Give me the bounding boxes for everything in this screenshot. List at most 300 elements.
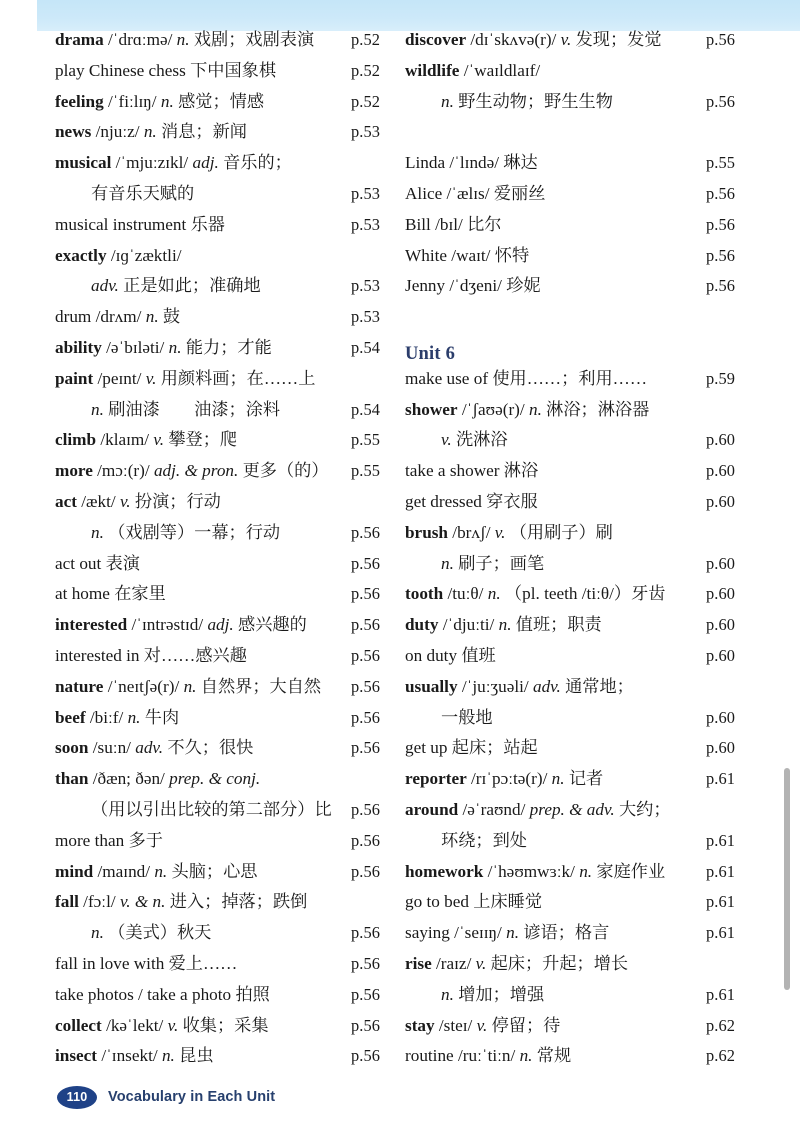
entry-text [55, 154, 292, 171]
vocabulary-entry [405, 924, 750, 955]
entry-text [55, 185, 194, 202]
vocabulary-entry [405, 216, 750, 247]
entry-page-reference: p.61 [706, 769, 736, 789]
entry-text [405, 524, 613, 541]
vocabulary-entry [55, 93, 395, 124]
entry-phonetic: /əˈbɪləti/ [101, 337, 165, 357]
entry-headword: rise [405, 953, 432, 973]
vocabulary-entry [55, 370, 395, 401]
page-number-badge: 110 [57, 1086, 97, 1109]
vocabulary-entry [405, 31, 750, 62]
vocabulary-entry [55, 1047, 395, 1078]
entry-phonetic: /ˈdrɑːmə/ [103, 30, 173, 49]
entry-phonetic: /bɪl/ [430, 214, 463, 234]
entry-headword: get dressed [405, 491, 482, 511]
entry-meaning: 停留；待 [487, 1015, 561, 1035]
entry-spacer [405, 308, 750, 339]
entry-phonetic: /raɪz/ [431, 953, 472, 973]
entry-headword: news [55, 122, 92, 142]
entry-part-of-speech: prep. & adv. [525, 799, 615, 819]
entry-meaning: 家庭作业 [592, 861, 666, 881]
entry-headword: brush [405, 522, 448, 542]
vocabulary-entry [405, 770, 750, 801]
entry-page-reference: p.55 [706, 153, 736, 173]
vocabulary-entry [405, 555, 750, 586]
entry-meaning: 值班 [457, 645, 496, 665]
entry-text [405, 770, 603, 787]
entry-text [55, 31, 314, 48]
entry-text [55, 647, 247, 664]
entry-page-reference: p.56 [706, 214, 736, 234]
entry-part-of-speech: v. [163, 1015, 179, 1035]
entry-text [55, 801, 332, 818]
entry-page-reference: p.60 [706, 645, 736, 665]
entry-headword: go to bed [405, 892, 469, 912]
entry-page-reference: p.55 [351, 461, 381, 481]
entry-meaning: 淋浴；淋浴器 [541, 399, 650, 419]
entry-text [55, 955, 237, 972]
entry-phonetic: /dɪˈskʌvə(r)/ [466, 30, 557, 49]
entry-phonetic: /steɪ/ [434, 1015, 473, 1035]
entry-meaning: （用刷子）刷 [505, 522, 613, 542]
entry-part-of-speech: v. [141, 368, 157, 388]
entry-meaning: 穿衣服 [481, 491, 538, 511]
entry-meaning: 记者 [564, 769, 604, 789]
entry-part-of-speech: adv. [528, 676, 561, 696]
entry-text [405, 986, 544, 1003]
entry-text [405, 462, 538, 479]
entry-headword: routine [405, 1046, 454, 1066]
entry-headword: at home [55, 584, 110, 604]
entry-text [55, 1047, 214, 1064]
entry-page-reference: p.53 [351, 307, 381, 327]
entry-text [405, 832, 527, 849]
entry-text [55, 431, 237, 448]
entry-meaning: （戏剧等）一幕；行动 [103, 522, 281, 542]
vocabulary-entry [55, 801, 395, 832]
entry-text [405, 154, 538, 171]
vocabulary-entry [405, 739, 750, 770]
entry-headword: soon [55, 738, 89, 758]
entry-part-of-speech: n. [150, 861, 168, 881]
entry-spacer [405, 123, 750, 154]
entry-meaning: 表演 [101, 553, 140, 573]
entry-meaning: 不久；很快 [163, 738, 254, 758]
entry-text [55, 770, 260, 787]
entry-phonetic: /brʌʃ/ [448, 522, 491, 542]
entry-headword: duty [405, 615, 439, 635]
entry-phonetic: /ˈseɪɪŋ/ [449, 923, 502, 943]
entry-phonetic: /biːf/ [85, 707, 124, 727]
vocabulary-entry [405, 955, 750, 986]
entry-page-reference: p.53 [351, 122, 381, 142]
entry-page-reference: p.56 [706, 91, 736, 111]
entry-text [405, 431, 508, 448]
entry-meaning: 常规 [532, 1046, 572, 1066]
entry-page-reference: p.61 [706, 923, 736, 943]
entry-phonetic: /maɪnd/ [93, 861, 151, 881]
vocabulary-entry [55, 401, 395, 432]
entry-text [55, 216, 225, 233]
entry-meaning: 上床睡觉 [468, 892, 543, 912]
entry-headword: more [55, 461, 93, 481]
entry-part-of-speech: n. [139, 122, 157, 142]
entry-page-reference: p.53 [351, 276, 381, 296]
entry-text [405, 863, 665, 880]
entry-text [405, 31, 662, 48]
entry-meaning: 野生动物；野生生物 [453, 91, 613, 111]
entry-headword: fall in love with [55, 953, 165, 973]
entry-phonetic: /ˈjuːʒuəli/ [457, 676, 529, 696]
vocabulary-entry [55, 863, 395, 894]
entry-phonetic: /ruːˈtiːn/ [453, 1046, 516, 1066]
entry-page-reference: p.56 [706, 245, 736, 265]
entry-headword: play Chinese chess [55, 60, 186, 80]
entry-phonetic: /klaɪm/ [96, 430, 150, 450]
entry-meaning: 淋浴 [499, 461, 539, 481]
vocabulary-entry [55, 216, 395, 247]
vocabulary-entry [55, 739, 395, 770]
entry-part-of-speech: n. [172, 30, 190, 49]
entry-phonetic: /rɪˈpɔːtə(r)/ [466, 769, 548, 789]
entry-text [405, 493, 538, 510]
vocabulary-entry [55, 770, 395, 801]
entry-text [405, 678, 634, 695]
entry-text [405, 709, 493, 726]
entry-headword: on duty [405, 645, 458, 665]
entry-text [55, 93, 264, 110]
entry-meaning: 对……感兴趣 [139, 645, 247, 665]
entry-page-reference: p.60 [706, 738, 736, 758]
entry-meaning: 下中国象棋 [185, 60, 277, 80]
entry-page-reference: p.59 [706, 368, 736, 388]
entry-page-reference: p.55 [351, 430, 381, 450]
entry-page-reference: p.53 [351, 214, 381, 234]
vocabulary-entry [405, 247, 750, 278]
entry-headword: drama [55, 30, 104, 49]
vocabulary-column-right [395, 31, 800, 1078]
entry-part-of-speech: n. [157, 1046, 175, 1066]
entry-text [405, 801, 671, 818]
vocabulary-entry [405, 709, 750, 740]
entry-text [55, 308, 180, 325]
entry-phonetic: /ˈmjuːzɪkl/ [111, 153, 189, 173]
scrollbar-thumb[interactable] [784, 768, 790, 990]
entry-headword: stay [405, 1015, 435, 1035]
entry-headword: more than [55, 830, 125, 850]
entry-meaning: 刷油漆 油漆；涂料 [103, 399, 281, 419]
entry-page-reference: p.62 [706, 1046, 736, 1066]
vocabulary-entry [55, 308, 395, 339]
entry-text [55, 585, 166, 602]
entry-headword: mind [55, 861, 94, 881]
entry-phonetic: /kəˈlekt/ [101, 1015, 164, 1035]
page-content [0, 31, 800, 1129]
entry-meaning: 洗淋浴 [451, 430, 508, 450]
entry-headword: around [405, 799, 459, 819]
vocabulary-entry [55, 493, 395, 524]
entry-page-reference: p.56 [351, 615, 381, 635]
entry-text [405, 185, 545, 202]
vocabulary-entry [55, 339, 395, 370]
entry-meaning: 头脑；心思 [167, 861, 258, 881]
entry-meaning: 能力；才能 [181, 337, 272, 357]
entry-phonetic: /fɔːl/ [78, 892, 116, 912]
entry-phonetic: /ˈʃaʊə(r)/ [457, 399, 525, 419]
entry-part-of-speech: n. [91, 399, 104, 419]
scrollbar[interactable] [782, 0, 796, 1129]
entry-part-of-speech: prep. & conj. [164, 769, 261, 789]
entry-page-reference: p.56 [351, 923, 381, 943]
entry-meaning: 值班；职责 [511, 615, 602, 635]
entry-part-of-speech: v. & n. [115, 892, 166, 912]
entry-text [55, 863, 257, 880]
entry-headword: nature [55, 676, 104, 696]
entry-meaning: （用以引出比较的第二部分）比 [91, 799, 332, 819]
entry-meaning: （pl. teeth /tiːθ/）牙齿 [500, 584, 666, 604]
vocabulary-entry [405, 493, 750, 524]
entry-page-reference: p.61 [706, 984, 736, 1004]
vocabulary-entry [405, 154, 750, 185]
entry-text [405, 401, 649, 418]
entry-meaning: 增加；增强 [453, 984, 545, 1004]
entry-headword: fall [55, 892, 79, 912]
entry-phonetic: /əˈraʊnd/ [458, 799, 526, 819]
vocabulary-entry [55, 123, 395, 154]
vocabulary-entry [405, 1017, 750, 1048]
entry-page-reference: p.60 [706, 430, 736, 450]
entry-phonetic: /waɪt/ [447, 245, 491, 265]
vocabulary-entry [405, 524, 750, 555]
entry-meaning: 有音乐天赋的 [91, 183, 195, 203]
entry-meaning: 起床；升起；增长 [486, 953, 629, 973]
entry-headword: than [55, 769, 89, 789]
vocabulary-entry [405, 616, 750, 647]
entry-headword: act out [55, 553, 102, 573]
entry-part-of-speech: v. [471, 953, 487, 973]
entry-page-reference: p.52 [351, 60, 381, 80]
entry-meaning: 鼓 [158, 307, 181, 327]
entry-part-of-speech: n. [141, 307, 159, 327]
entry-part-of-speech: n. [494, 615, 512, 635]
entry-headword: saying [405, 923, 450, 943]
entry-page-reference: p.52 [351, 30, 381, 49]
entry-text [405, 247, 529, 264]
vocabulary-entry [405, 431, 750, 462]
entry-text [405, 370, 647, 387]
entry-page-reference: p.56 [706, 276, 736, 296]
entry-phonetic: /ˈɪnsekt/ [97, 1046, 158, 1066]
entry-headword: Linda [405, 153, 446, 173]
entry-phonetic: /ðæn; ðən/ [88, 769, 165, 789]
entry-text [55, 678, 321, 695]
entry-headword: Jenny [405, 276, 446, 296]
entry-meaning: 刷子；画笔 [453, 553, 545, 573]
vocabulary-entry [405, 185, 750, 216]
vocabulary-entry [55, 647, 395, 678]
entry-page-reference: p.56 [351, 984, 381, 1004]
entry-meaning: 琳达 [499, 153, 538, 173]
entry-text [55, 62, 276, 79]
entry-page-reference: p.54 [351, 399, 381, 419]
entry-page-reference: p.56 [351, 830, 381, 850]
entry-page-reference: p.56 [351, 522, 381, 542]
entry-headword: get up [405, 738, 448, 758]
entry-headword: Bill [405, 214, 431, 234]
entry-phonetic: /ˈwaɪldlaɪf/ [459, 60, 541, 80]
entry-page-reference: p.61 [706, 830, 736, 850]
entry-headword: exactly [55, 245, 107, 265]
vocabulary-entry [55, 616, 395, 647]
entry-page-reference: p.53 [351, 183, 381, 203]
entry-page-reference: p.60 [706, 615, 736, 635]
entry-part-of-speech: n. [91, 923, 104, 943]
entry-meaning: 多于 [124, 830, 163, 850]
entry-meaning: 牛肉 [140, 707, 180, 727]
vocabulary-entry [405, 585, 750, 616]
entry-text [55, 401, 280, 418]
entry-page-reference: p.60 [706, 461, 736, 481]
entry-headword: feeling [55, 91, 104, 111]
entry-text [405, 647, 496, 664]
entry-text [55, 1017, 269, 1034]
entry-phonetic: /tuːθ/ [443, 584, 484, 604]
entry-phonetic: /peɪnt/ [93, 368, 142, 388]
entry-text [405, 555, 544, 572]
entry-headword: musical [55, 153, 112, 173]
entry-page-reference: p.56 [351, 553, 381, 573]
entry-headword: interested [55, 615, 128, 635]
vocabulary-entry [55, 893, 395, 924]
entry-meaning: 一般地 [441, 707, 493, 727]
vocabulary-entry [55, 678, 395, 709]
entry-part-of-speech: v. [115, 491, 131, 511]
entry-page-reference: p.60 [706, 707, 736, 727]
entry-text [55, 339, 272, 356]
entry-text [55, 462, 329, 479]
entry-text [55, 739, 253, 756]
entry-part-of-speech: n. [179, 676, 197, 696]
entry-headword: musical instrument [55, 214, 187, 234]
entry-phonetic: /ˈɪntrəstɪd/ [127, 615, 204, 635]
vocabulary-entry [405, 986, 750, 1017]
entry-phonetic: /ˈhəʊmwɜːk/ [483, 861, 575, 881]
entry-text [55, 524, 280, 541]
entry-part-of-speech: n. [483, 584, 501, 604]
entry-meaning: 感兴趣的 [233, 615, 307, 635]
entry-meaning: 自然界；大自然 [196, 676, 322, 696]
vocabulary-entry [55, 832, 395, 863]
entry-part-of-speech: v. [149, 430, 165, 450]
entry-part-of-speech: n. [441, 984, 454, 1004]
entry-page-reference: p.54 [351, 337, 381, 357]
entry-part-of-speech: adj. [188, 153, 219, 173]
vocabulary-entry [55, 277, 395, 308]
entry-headword: wildlife [405, 60, 460, 80]
entry-text [55, 277, 261, 294]
vocabulary-entry [405, 893, 750, 924]
entry-part-of-speech: adj. [203, 615, 234, 635]
entry-text [55, 123, 247, 140]
entry-meaning: 发现；发觉 [571, 30, 662, 49]
entry-part-of-speech: n. [91, 522, 104, 542]
entry-part-of-speech: n. [441, 91, 454, 111]
entry-part-of-speech: v. [490, 522, 506, 542]
entry-phonetic: /ˈfiːlɪŋ/ [103, 91, 157, 111]
entry-text [55, 924, 211, 941]
entry-headword: insect [55, 1046, 98, 1066]
entry-page-reference: p.56 [351, 799, 381, 819]
entry-phonetic: /ækt/ [76, 491, 116, 511]
entry-text [405, 585, 665, 602]
vocabulary-entry [405, 62, 750, 93]
entry-meaning: 在家里 [109, 584, 166, 604]
entry-page-reference: p.62 [706, 1015, 736, 1035]
entry-meaning: 攀登；爬 [164, 430, 238, 450]
vocabulary-entry [405, 1047, 750, 1078]
entry-headword: take photos / take a photo [55, 984, 232, 1004]
decorative-top-banner [37, 0, 800, 31]
vocabulary-entry [55, 555, 395, 586]
entry-meaning: 扮演；行动 [130, 491, 221, 511]
entry-text [405, 62, 540, 79]
entry-phonetic: /njuːz/ [91, 122, 140, 142]
entry-text [55, 493, 221, 510]
entry-meaning: 珍妮 [501, 276, 541, 296]
vocabulary-entry [55, 1017, 395, 1048]
entry-headword: climb [55, 430, 97, 450]
entry-page-reference: p.60 [706, 584, 736, 604]
unit-heading: Unit 6 [405, 343, 456, 364]
entry-text [55, 616, 307, 633]
entry-page-reference: p.56 [351, 676, 381, 696]
entry-text [405, 893, 542, 910]
vocabulary-entry [405, 401, 750, 432]
entry-text [405, 1047, 571, 1064]
entry-headword: tooth [405, 584, 444, 604]
entry-meaning: 更多（的） [238, 461, 329, 481]
entry-headword: usually [405, 676, 458, 696]
entry-headword: paint [55, 368, 94, 388]
vocabulary-entry [55, 31, 395, 62]
entry-page-reference: p.60 [706, 553, 736, 573]
entry-meaning: 用颜料画；在……上 [156, 368, 316, 388]
entry-page-reference: p.52 [351, 91, 381, 111]
entry-headword: homework [405, 861, 484, 881]
entry-headword: make use of [405, 368, 489, 388]
entry-headword: shower [405, 399, 458, 419]
entry-phonetic: /ˈdʒeni/ [445, 276, 502, 296]
entry-part-of-speech: n. [524, 399, 542, 419]
entry-part-of-speech: v. [441, 430, 452, 450]
entry-headword: reporter [405, 769, 467, 789]
vocabulary-entry [405, 647, 750, 678]
entry-headword: drum [55, 307, 92, 327]
entry-page-reference: p.56 [351, 738, 381, 758]
footer-section-title: Vocabulary in Each Unit [108, 1089, 276, 1105]
entry-meaning: 大约； [614, 799, 671, 819]
vocabulary-entry [405, 678, 750, 709]
vocabulary-entry [55, 524, 395, 555]
entry-text [405, 616, 602, 633]
entry-phonetic: /ˈlɪndə/ [445, 153, 500, 173]
vocabulary-entry [55, 986, 395, 1017]
vocabulary-entry [405, 370, 750, 401]
entry-phonetic: /ˈdjuːti/ [438, 615, 495, 635]
entry-part-of-speech: n. [547, 769, 565, 789]
entry-meaning: 音乐的； [218, 153, 292, 173]
entry-part-of-speech: n. [156, 91, 174, 111]
